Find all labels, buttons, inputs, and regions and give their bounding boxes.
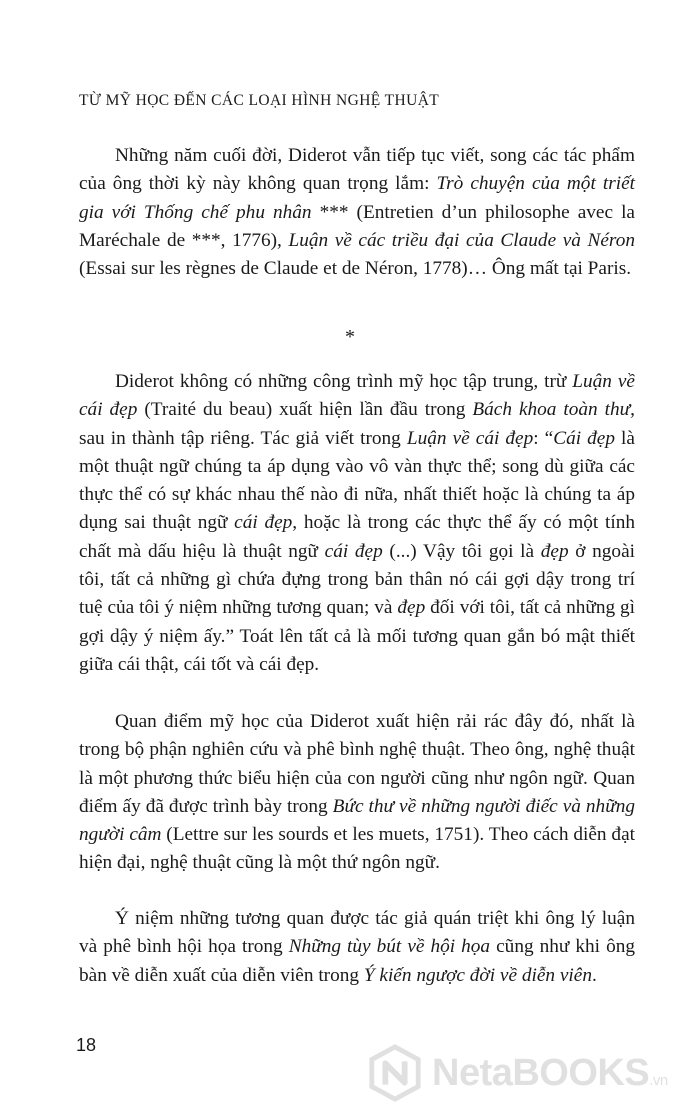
italic-title-run: cái đẹp xyxy=(324,540,383,562)
italic-title-run: Luận về cái đẹp xyxy=(406,427,534,449)
italic-title-run: Luận về cái đẹp xyxy=(79,371,635,421)
text-run: (Essai sur les règnes de Claude et de Néron, 1778)… Ông mất tại Paris. xyxy=(79,258,632,280)
text-run: Diderot không có những công trình mỹ học tập trung, trừ xyxy=(115,371,573,392)
italic-title-run: Bức thư về những người điếc và những người câm xyxy=(79,795,635,846)
italic-title-run: Ý kiến ngược đời về diễn viên xyxy=(363,964,592,986)
paragraph-text xyxy=(79,368,635,679)
paragraph-text xyxy=(79,905,635,990)
text-run: cũng như khi ông bàn về diễn xuất của diễn viên trong xyxy=(79,936,635,986)
watermark-brand: NetaBOOKS xyxy=(432,1051,650,1094)
paragraph-4 xyxy=(79,905,635,990)
text-run: (Lettre sur les sourds et les muets, 1751). Theo cách diễn đạt hiện đại, nghệ thuật cũng là một thứ ngôn ngữ. xyxy=(79,824,635,874)
italic-title-run: Những tùy bút về hội họa xyxy=(288,936,491,958)
section-break-asterisk: * xyxy=(345,326,355,348)
text-run: , hoặc là trong các thực thể ấy có một tính chất mà dấu hiệu là thuật ngữ xyxy=(79,512,635,562)
paragraph-2 xyxy=(79,368,635,679)
italic-title-run: đẹp xyxy=(397,597,426,619)
italic-title-run: Bách khoa toàn thư xyxy=(472,399,631,421)
text-run: đối với tôi, tất cả những gì gợi dậy ý niệm ấy.” Toát lên tất cả là mối tương quan gắn bó mật thiết giữa cái thật, cái tốt và cái đẹp. xyxy=(79,597,636,675)
text-run: Ý niệm những tương quan được tác giả quán triệt khi ông lý luận và phê bình hội họa trong xyxy=(79,908,635,958)
paragraph-text xyxy=(79,142,635,283)
text-run: (...) Vậy tôi gọi là xyxy=(382,540,541,562)
paragraph-1 xyxy=(79,142,635,283)
text-run: Những năm cuối đời, Diderot vẫn tiếp tục viết, song các tác phẩm của ông thời kỳ này không quan trọng lắm: xyxy=(79,145,635,195)
italic-title-run: cái đẹp xyxy=(234,512,293,534)
watermark xyxy=(366,1038,696,1108)
running-head: TỪ MỸ HỌC ĐẾN CÁC LOẠI HÌNH NGHỆ THUẬT xyxy=(79,92,440,109)
watermark-suffix: .vn xyxy=(649,1071,668,1089)
italic-title-run: đẹp xyxy=(540,540,569,562)
text-run: (Traité du beau) xuất hiện lần đầu trong xyxy=(137,399,473,421)
italic-title-run: Luận về các triều đại của Claude và Néron xyxy=(288,229,635,251)
text-run: : “ xyxy=(533,427,554,449)
page-number: 18 xyxy=(76,1035,97,1055)
italic-title-run: Cái đẹp xyxy=(553,427,615,449)
text-run: là một thuật ngữ chúng ta áp dụng vào vô vàn thực thể; song dù giữa các thực thể có sự khác nhau thế nào đi nữa, nhất thiết hoặc là chúng ta áp dụng sai thuật ngữ xyxy=(79,427,635,534)
paragraph-3 xyxy=(79,708,635,878)
text-run: *** (Entretien d’un philosophe avec la Maréchale de ***, 1776), xyxy=(79,201,635,251)
paragraph-text xyxy=(79,708,635,878)
italic-title-run: Trò chuyện của một triết gia với Thống chế phu nhân xyxy=(79,173,635,223)
text-run: . xyxy=(591,964,597,986)
text-run: ở ngoài tôi, tất cả những gì chứa đựng trong bản thân nó cái gợi dậy trong trí tuệ của tôi ý niệm những tương quan; và xyxy=(79,540,635,619)
text-run: Quan điểm mỹ học của Diderot xuất hiện rải rác đây đó, nhất là trong bộ phận nghiên cứu và phê bình nghệ thuật. Theo ông, nghệ thuật là một phương thức biểu hiện của con người cũng như ngôn ngữ. Quan điểm ấy đã được trình bày trong xyxy=(79,711,635,817)
n-hexagon-logo-icon xyxy=(366,1044,424,1102)
text-run: , sau in thành tập riêng. Tác giả viết trong xyxy=(79,399,635,449)
watermark-text xyxy=(432,1052,668,1095)
